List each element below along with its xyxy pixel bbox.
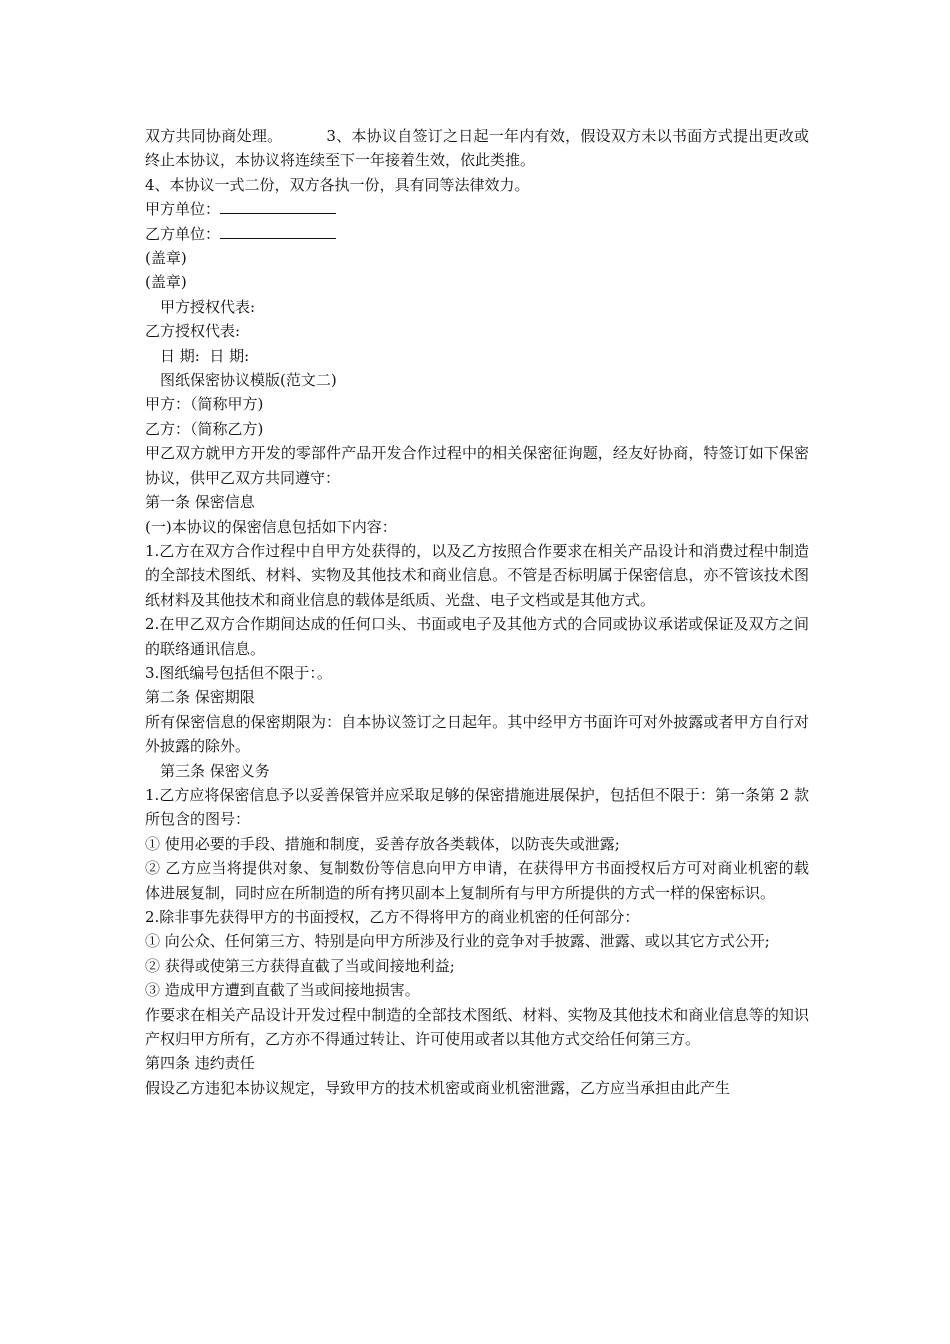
article-3-item-2: 2.除非事先获得甲方的书面授权，乙方不得将甲方的商业机密的任何部分：: [145, 908, 640, 926]
party-a-line: 甲方：（简称甲方): [145, 395, 264, 414]
article-3-item-2b: ② 获得或使第三方获得直截了当或间接地利益;: [145, 956, 455, 975]
party-b-line: 乙方：（简称乙方): [145, 419, 264, 438]
document-title: 图纸保密协议模版(范文二): [160, 371, 337, 390]
intro-paragraph: 甲乙双方就甲方开发的零部件产品开发合作过程中的相关保密征询题，经友好协商，特签订如下保密协议，供甲乙双方共同遵守：: [145, 444, 809, 487]
article-3-item-2c: ③ 造成甲方遭到直截了当或间接地损害。: [145, 981, 420, 1000]
signature-blank: [220, 224, 336, 239]
date-line: 日 期: 日 期:: [160, 346, 250, 365]
seal-label: (盖章): [145, 249, 187, 268]
article-3-title: 第三条 保密义务: [160, 761, 270, 780]
paragraph-text: 3、本协议自签订之日起一年内有效，假设双方未以书面方式提出更改或终止本协议，本协议将连续至下一年接着生效，依此类推。: [145, 127, 809, 170]
article-4-body: 假设乙方违犯本协议规定，导致甲方的技术机密或商业机密泄露，乙方应当承担由此产生: [145, 1078, 731, 1097]
party-a-unit-line: 甲方单位：: [145, 197, 809, 221]
article-3-item-2a: ① 向公众、任何第三方、特别是向甲方所涉及行业的竞争对手披露、泄露、或以其它方式公开;: [145, 932, 770, 951]
article-3-ip-paragraph: 作要求在相关产品设计开发过程中制造的全部技术图纸、材料、实物及其他技术和商业信息等的知识产权归甲方所有，乙方亦不得通过转让、许可使用或者以其他方式交给任何第三方。: [145, 1005, 809, 1049]
signature-blank: [220, 199, 336, 214]
paragraph-term-4: 4、本协议一式二份，双方各执一份，具有同等法律效力。: [145, 175, 530, 194]
article-4-title: 第四条 违约责任: [145, 1054, 255, 1073]
article-3-item-1a: ① 使用必要的手段、措施和制度，妥善存放各类载体，以防丧失或泄露;: [145, 834, 620, 853]
paragraph-term-3: [145, 124, 809, 173]
article-1-item-2: 2.在甲乙双方合作期间达成的任何口头、书面或电子及其他方式的合同或协议承诺或保证及双方之间的联络通讯信息。: [145, 615, 809, 658]
article-3-item-1: 1.乙方应将保密信息予以妥善保管并应采取足够的保密措施进展保护，包括但不限于：第一条第 2 款所包含的图号：: [145, 785, 809, 829]
article-1-item-3: 3.图纸编号包括但不限于：。: [145, 663, 332, 682]
party-b-representative: 乙方授权代表:: [145, 322, 241, 341]
document-body: [145, 124, 809, 1100]
paragraph-text: 双方共同协商处理。: [145, 127, 283, 145]
article-1-title: 第一条 保密信息: [145, 493, 255, 512]
seal-label: (盖章): [145, 273, 187, 292]
article-1-subtitle: (一)本协议的保密信息包括如下内容：: [145, 517, 397, 536]
party-a-representative: 甲方授权代表:: [160, 297, 256, 316]
article-1-item-1: 1.乙方在双方合作过程中自甲方处获得的，以及乙方按照合作要求在相关产品设计和消费过程中制造的全部技术图纸、材料、实物及其他技术和商业信息。不管是否标明属于保密信息，亦不管该技术图纸材料及其他技术和商业信息的载体是纸质、光盘、电子文档或是其他方式。: [145, 541, 809, 609]
article-3-item-1b: ② 乙方应当将提供对象、复制数份等信息向甲方申请，在获得甲方书面授权后方可对商业机密的载体进展复制，同时应在所制造的所有拷贝副本上复制所有与甲方所提供的方式一样的保密标识。: [145, 859, 809, 902]
party-b-unit-line: 乙方单位：: [145, 222, 809, 246]
article-2-title: 第二条 保密期限: [145, 688, 255, 707]
article-2-body: 所有保密信息的保密期限为：自本协议签订之日起年。其中经甲方书面许可对外披露或者甲方自行对外披露的除外。: [145, 712, 809, 756]
